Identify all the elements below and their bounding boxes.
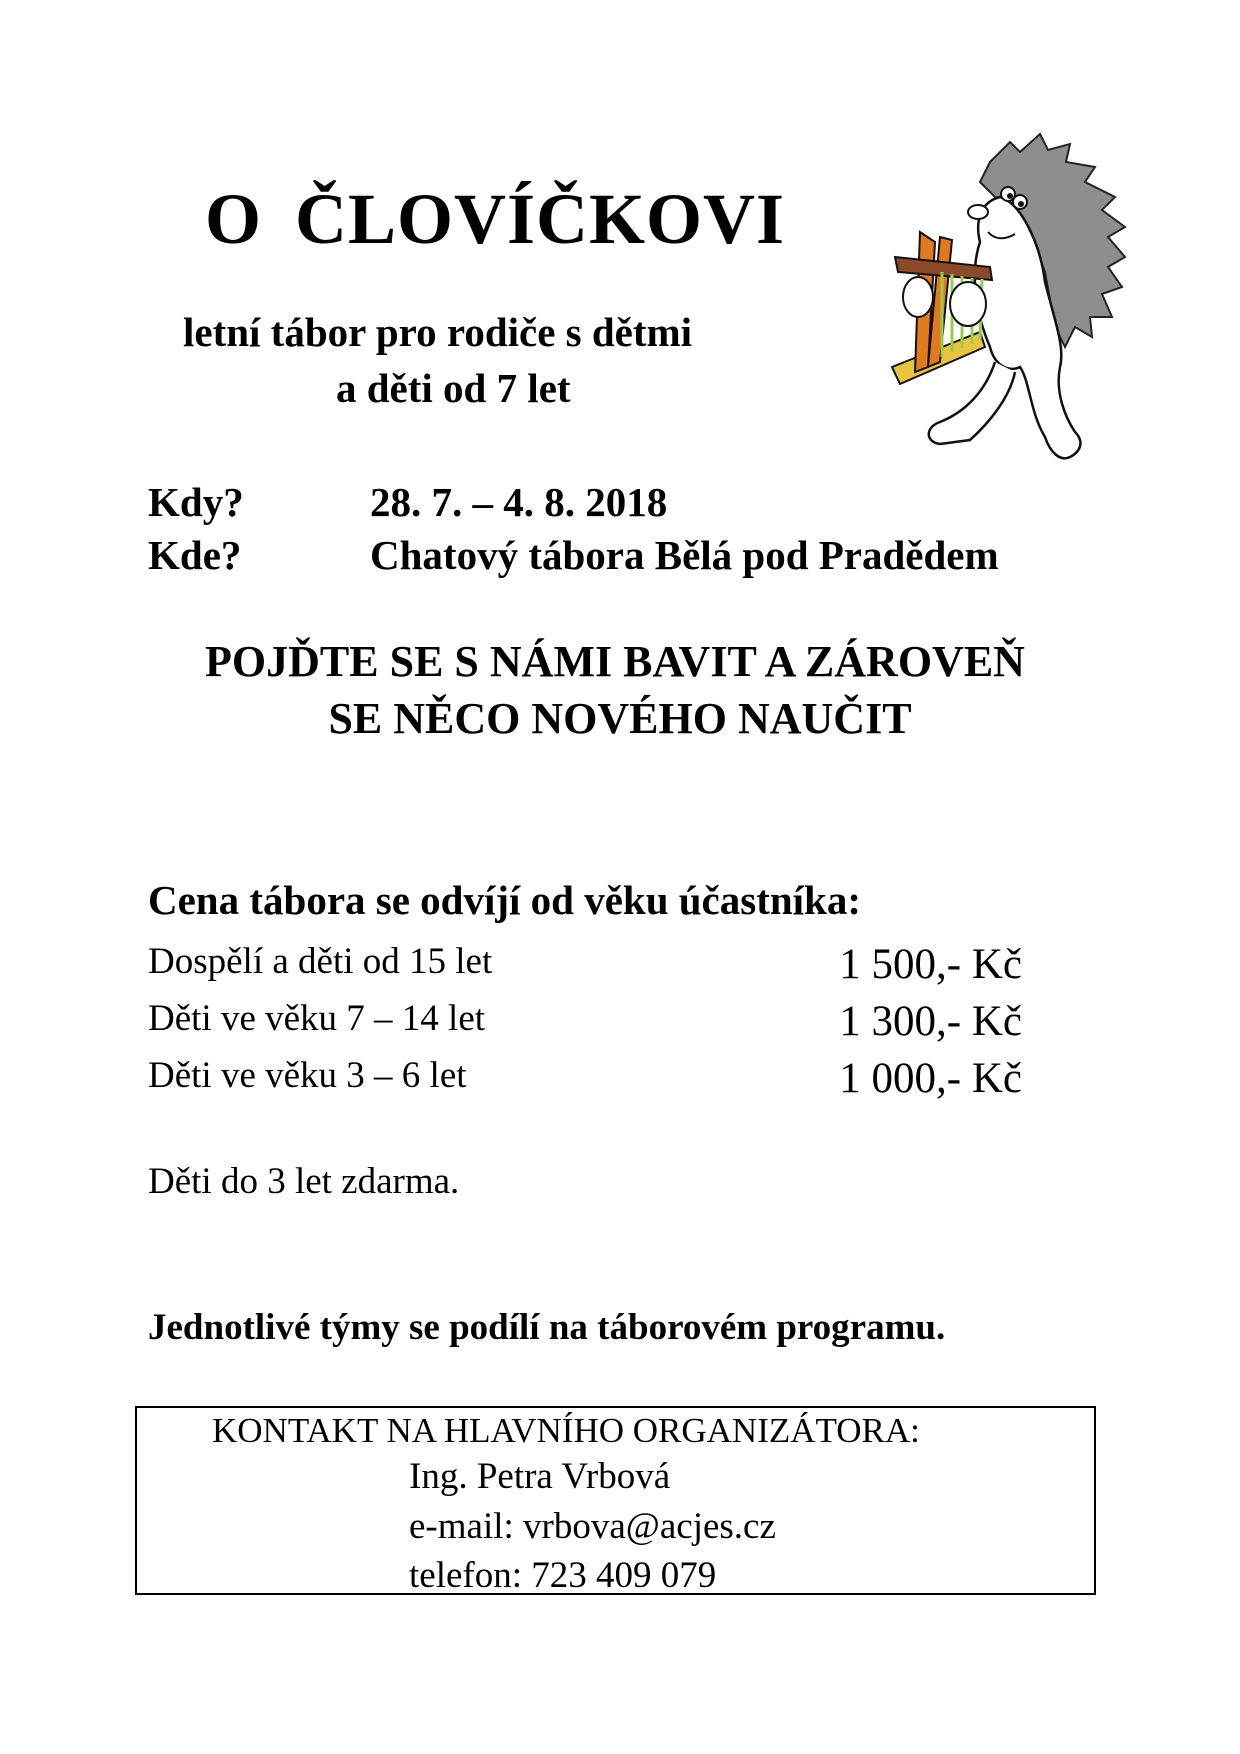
subtitle-line-2: a děti od 7 let — [336, 365, 571, 411]
page-title: O ČLOVÍČKOVI — [205, 179, 786, 259]
pricing-heading: Cena tábora se odvíjí od věku účastníka: — [148, 877, 862, 923]
price-row-value: 1 300,- Kč — [839, 998, 1022, 1045]
subtitle-line-1: letní tábor pro rodiče s dětmi — [183, 309, 693, 355]
price-row-label: Dospělí a děti od 15 let — [148, 941, 493, 982]
when-label: Kdy? — [148, 479, 244, 525]
slogan-line-2: SE NĚCO NOVÉHO NAUČIT — [328, 694, 912, 743]
price-row-label: Děti ve věku 3 – 6 let — [148, 1055, 467, 1096]
price-row-label: Děti ve věku 7 – 14 let — [148, 998, 486, 1039]
cartoon-little-man-with-harp-icon — [880, 122, 1140, 478]
contact-phone[interactable]: telefon: 723 409 079 — [409, 1555, 717, 1596]
contact-heading: KONTAKT NA HLAVNÍHO ORGANIZÁTORA: — [212, 1411, 920, 1450]
contact-name: Ing. Petra Vrbová — [409, 1456, 671, 1497]
left-leg — [929, 362, 1015, 444]
where-value: Chatový tábora Bělá pod Pradědem — [370, 532, 999, 578]
where-label: Kde? — [148, 532, 242, 578]
contact-email[interactable]: e-mail: vrbova@acjes.cz — [409, 1506, 776, 1547]
free-note: Děti do 3 let zdarma. — [148, 1161, 460, 1202]
slogan-line-1: POJĎTE SE S NÁMI BAVIT A ZÁROVEŇ — [205, 637, 1025, 686]
price-row-value: 1 000,- Kč — [839, 1055, 1022, 1102]
teams-note: Jednotlivé týmy se podílí na táborovém programu. — [148, 1307, 946, 1348]
price-row-value: 1 500,- Kč — [839, 941, 1022, 988]
when-value: 28. 7. – 4. 8. 2018 — [370, 479, 668, 525]
